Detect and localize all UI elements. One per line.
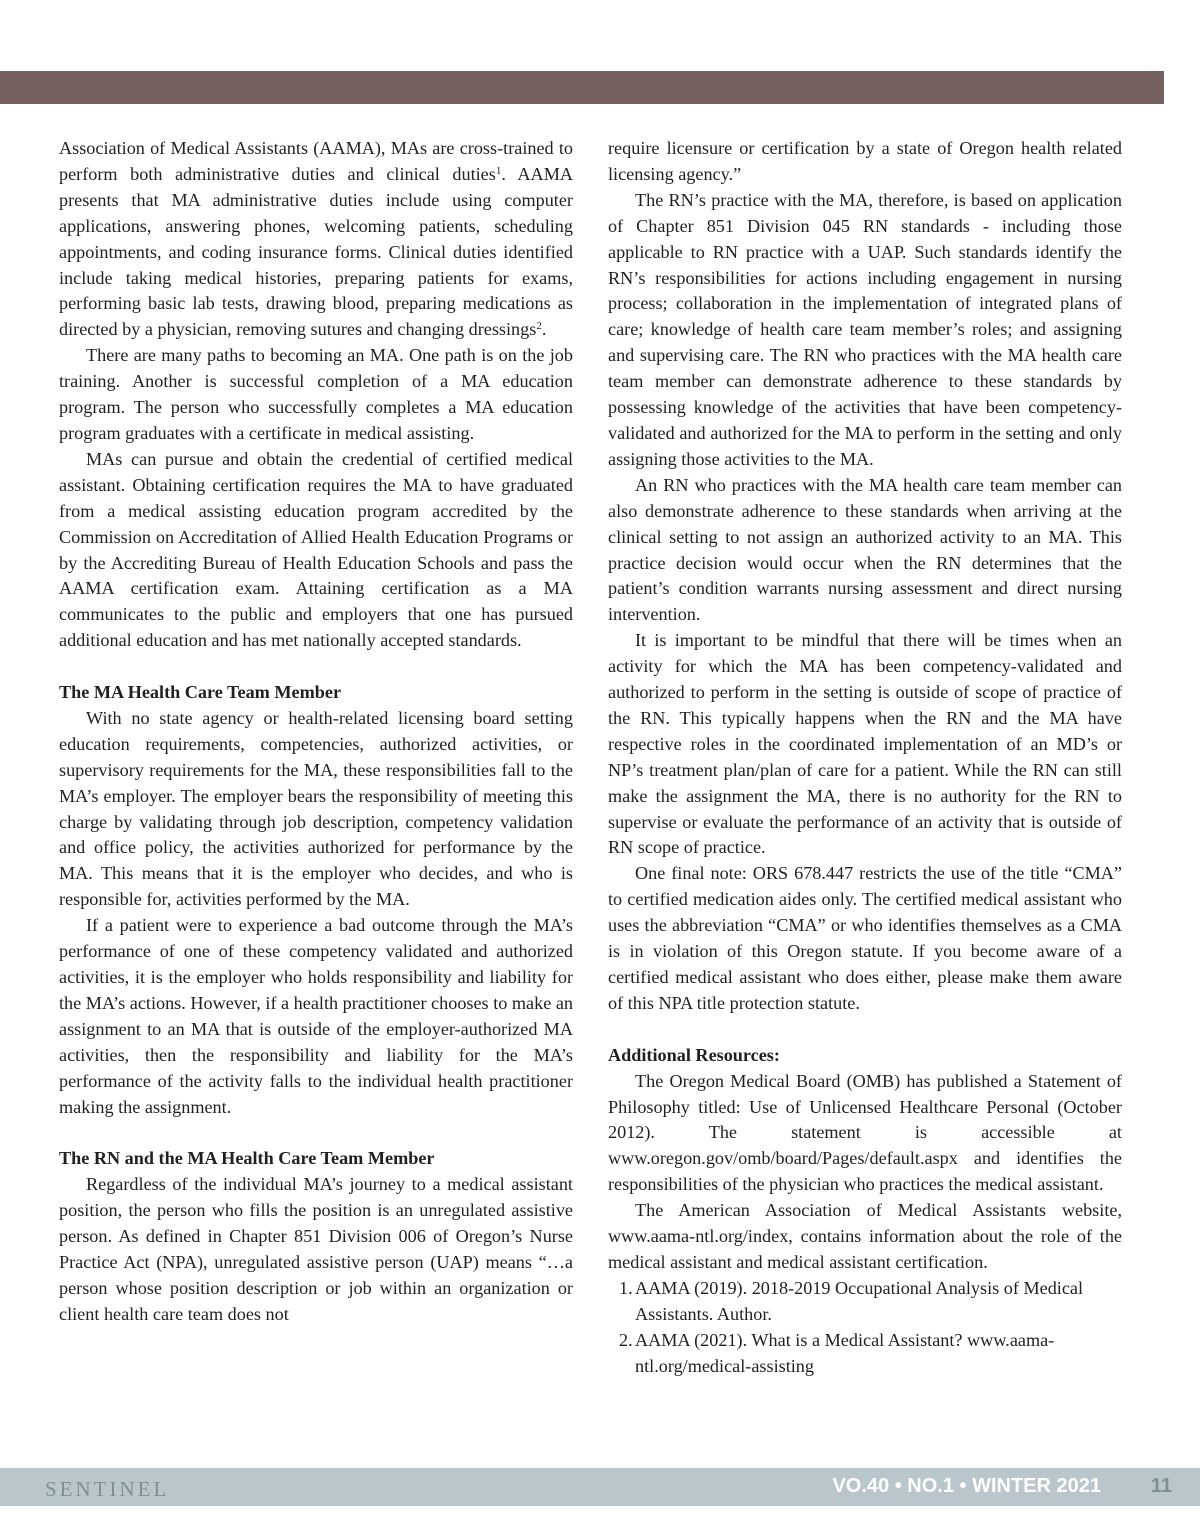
page-number: 11 [1150,1475,1172,1497]
header-band [0,71,1164,104]
issue-info: VO.40 • NO.1 • WINTER 2021 [832,1475,1101,1497]
section-heading: Additional Resources: [608,1044,780,1065]
paragraph [59,136,573,343]
reference-number: 1. [619,1277,633,1298]
section-heading: The MA Health Care Team Member [59,682,342,703]
reference-text: AAMA (2019). 2018-2019 Occupational Analysis of Medical Assistants. Author. [635,1277,1084,1324]
paragraph: There are many paths to becoming an MA. One path is on the job training. Another is successful completion of a MA education program. The person who successfully completes a MA education program graduates with a certificate in medical assisting. [59,345,573,443]
reference-item [608,1276,1122,1328]
reference-text: AAMA (2021). What is a Medical Assistant? www.aama-ntl.org/medical-assisting [635,1329,1055,1376]
publication-name: SENTINEL [45,1477,170,1501]
text-run: Association of Medical Assistants (AAMA), MAs are cross-trained to perform both administrative duties and clinical duties [59,138,573,184]
right-column [608,136,1122,1379]
paragraph: The American Association of Medical Assistants website, www.aama-ntl.org/index, contains information about the role of the medical assistant and medical assistant certification. [608,1200,1122,1272]
paragraph: The Oregon Medical Board (OMB) has published a Statement of Philosophy titled: Use of Unlicensed Healthcare Personal (October 2012). The statement is accessible at www.oregon.gov/omb/board/Pages/default.aspx and identifies the responsibilities of the physician who practices the medical assistant. [608,1070,1122,1195]
paragraph: The RN’s practice with the MA, therefore, is based on application of Chapter 851 Division 045 RN standards - including those applicable to RN practice with a UAP. Such standards identify the RN’s responsibilities for actions including engagement in nursing process; collaboration in the implementation of integrated plans of care; knowledge of health care team member’s roles; and assigning and supervising care. The RN who practices with the MA health care team member can demonstrate adherence to these standards by possessing knowledge of the activities that have been competency-validated and authorized for the MA to perform in the setting and only assigning those activities to the MA. [608,189,1122,469]
paragraph: If a patient were to experience a bad outcome through the MA’s performance of one of these competency validated and authorized activities, it is the employer who holds responsibility and liability for the MA’s actions. However, if a health practitioner chooses to make an assignment to an MA that is outside of the employer-authorized MA activities, then the responsibility and liability for the MA’s performance of the activity falls to the individual health practitioner making the assignment. [59,915,573,1117]
paragraph: It is important to be mindful that there will be times when an activity for which the MA has been competency-validated and authorized to perform in the setting is outside of scope of practice of the RN. This typically happens when the RN and the MA have respective roles in the coordinated implementation of an MD’s or NP’s treatment plan/plan of care for a patient. While the RN can still make the assignment the MA, there is no authority for the RN to supervise or evaluate the performance of an activity that is outside of RN scope of practice. [608,630,1122,858]
paragraph: Regardless of the individual MA’s journey to a medical assistant position, the person who fills the position is an unregulated assistive person. As defined in Chapter 851 Division 006 of Oregon’s Nurse Practice Act (NPA), unregulated assistive person (UAP) means “…a person whose position description or job within an organization or client health care team does not [59,1174,573,1324]
section-heading: The RN and the MA Health Care Team Member [59,1148,435,1169]
text-run: . [541,319,547,340]
paragraph: One final note: ORS 678.447 restricts the use of the title “CMA” to certified medication aides only. The certified medical assistant who uses the abbreviation “CMA” or who identifies themselves as a CMA is in violation of this Oregon statute. If you become aware of a certified medical assistant who does either, please make them aware of this NPA title protection statute. [608,863,1122,1013]
reference-number: 2. [619,1329,633,1350]
paragraph: With no state agency or health-related licensing board setting education requirements, competencies, authorized activities, or supervisory requirements for the MA, these responsibilities fall to the MA’s employer. The employer bears the responsibility of meeting this charge by validating through job description, competency validation and office policy, the activities authorized for performance by the MA. This means that it is the employer who decides, and who is responsible for, activities performed by the MA. [59,707,573,910]
reference-item [608,1328,1122,1380]
paragraph: An RN who practices with the MA health care team member can also demonstrate adherence to these standards when arriving at the clinical setting to not assign an authorized activity to an MA. This practice decision would occur when the RN determines that the patient’s condition warrants nursing assessment and direct nursing intervention. [608,474,1122,625]
text-run: . AAMA presents that MA administrative duties include using computer applications, answering phones, welcoming patients, scheduling appointments, and coding insurance forms. Clinical duties identified include taking medical histories, preparing patients for exams, performing basic lab tests, drawing blood, preparing medications as directed by a physician, removing sutures and changing dressings [59,163,573,340]
footnote-marker: 2 [536,320,542,333]
paragraph: require licensure or certification by a state of Oregon health related licensing agency.” [608,138,1122,184]
footnote-marker: 1 [495,164,502,177]
reference-list [608,1276,1122,1380]
left-column [59,136,573,1328]
paragraph: MAs can pursue and obtain the credential of certified medical assistant. Obtaining certification requires the MA to have graduated from a medical assisting education program accredited by the Commission on Accreditation of Allied Health Education Programs or by the Accrediting Bureau of Health Education Schools and pass the AAMA certification exam. Attaining certification as a MA communicates to the public and employers that one has pursued additional education and has met nationally accepted standards. [59,448,573,651]
footer-band [0,1468,1200,1506]
